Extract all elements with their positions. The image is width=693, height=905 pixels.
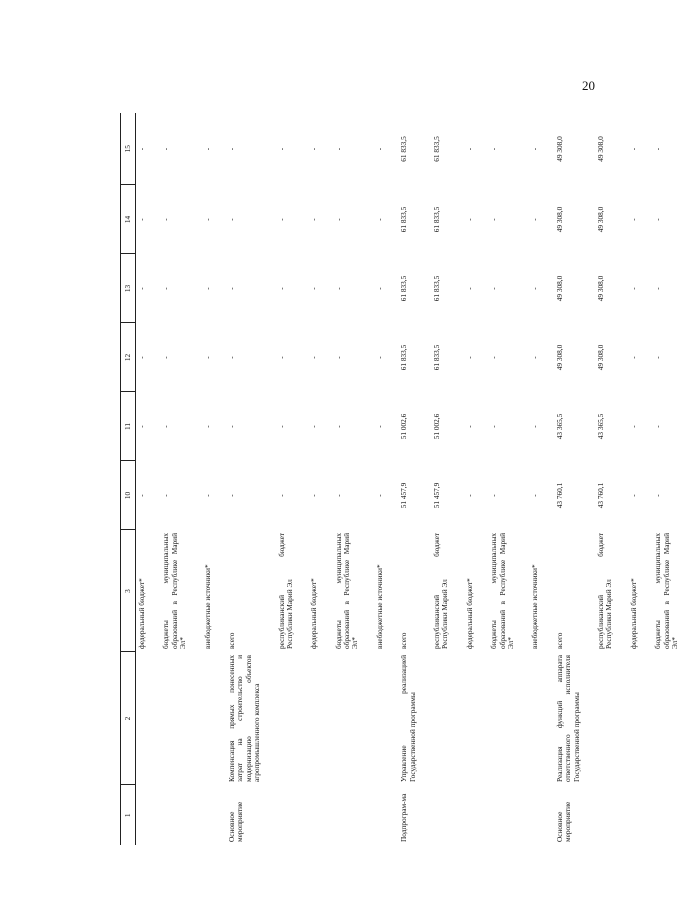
value-cell: - xyxy=(374,494,384,497)
value-cell: 61 833,5 xyxy=(432,206,442,233)
value-cell: 61 833,5 xyxy=(399,344,409,371)
row-type-cell xyxy=(595,785,628,845)
value-cell: - xyxy=(202,494,212,497)
value-cell: 43 760,1 xyxy=(595,482,605,509)
column-header-11: 11 xyxy=(121,392,136,461)
table-row xyxy=(398,113,431,845)
column-header-10: 10 xyxy=(121,461,136,530)
value-cell: - xyxy=(161,356,171,359)
value-cell: 49 308,0 xyxy=(595,275,605,302)
rotated-table-container xyxy=(120,113,679,845)
row-type-cell xyxy=(628,785,652,845)
header-row xyxy=(121,113,136,845)
row-type-cell xyxy=(488,785,529,845)
value-cell: 61 833,5 xyxy=(432,136,442,162)
value-cell: - xyxy=(276,494,286,497)
value-cell: 61 833,5 xyxy=(399,136,409,162)
value-cell: - xyxy=(628,287,638,290)
row-name-cell: Реализация функций аппарата ответственного исполнителя Государственной программы xyxy=(554,655,581,782)
value-cell: - xyxy=(530,147,540,151)
table-row xyxy=(464,113,488,845)
row-name-cell xyxy=(529,652,553,785)
value-cell: - xyxy=(489,356,499,359)
value-cell: - xyxy=(333,218,343,221)
row-type-cell xyxy=(308,785,332,845)
value-cell: - xyxy=(202,356,212,359)
value-cell: - xyxy=(489,287,499,290)
value-cell: 51 002,6 xyxy=(432,413,442,440)
value-cell: - xyxy=(226,494,236,497)
row-name-cell xyxy=(431,652,464,785)
row-name-cell xyxy=(333,652,374,785)
value-cell: - xyxy=(333,147,343,151)
table-row xyxy=(276,113,309,845)
row-type-cell: Подпрограм-ма xyxy=(399,793,409,842)
column-header-14: 14 xyxy=(121,185,136,254)
value-cell: - xyxy=(309,425,319,428)
table-row xyxy=(374,113,398,845)
value-cell: 49 308,0 xyxy=(595,344,605,371)
value-cell: 61 833,5 xyxy=(399,206,409,233)
table-row xyxy=(308,113,332,845)
value-cell: - xyxy=(276,147,286,151)
funding-source-cell: бюджеты муниципальных образований в Республике Марий Эл* xyxy=(333,533,360,649)
value-cell: - xyxy=(137,425,146,428)
row-name-cell xyxy=(308,652,332,785)
value-cell: - xyxy=(309,356,319,359)
row-type-cell: Основное мероприятие xyxy=(554,801,573,842)
value-cell: - xyxy=(530,218,540,221)
column-header-15: 15 xyxy=(121,113,136,185)
value-cell: - xyxy=(309,287,319,290)
row-name-cell xyxy=(464,652,488,785)
value-cell: - xyxy=(374,356,384,359)
value-cell: - xyxy=(309,494,319,497)
row-name-cell xyxy=(374,652,398,785)
value-cell: - xyxy=(653,147,663,151)
row-type-cell xyxy=(652,785,693,845)
value-cell: - xyxy=(161,287,171,290)
value-cell: 49 308,0 xyxy=(595,206,605,233)
value-cell: - xyxy=(489,147,499,151)
value-cell: - xyxy=(489,425,499,428)
value-cell: - xyxy=(653,287,663,290)
value-cell: - xyxy=(464,356,474,359)
value-cell: 43 760,1 xyxy=(554,482,564,509)
funding-source-cell: республиканский бюджет Республики Марий Эл xyxy=(432,533,450,649)
funding-source-cell: бюджеты муниципальных образований в Республике Марий Эл* xyxy=(653,533,679,649)
value-cell: - xyxy=(226,147,236,151)
value-cell: - xyxy=(530,494,540,497)
table-row xyxy=(595,113,628,845)
row-name-cell xyxy=(276,652,309,785)
row-name-cell xyxy=(488,652,529,785)
funding-source-cell: внебюджетные источники* xyxy=(374,564,384,649)
value-cell: - xyxy=(374,425,384,428)
value-cell: - xyxy=(333,494,343,497)
funding-source-cell: федеральный бюджет* xyxy=(137,578,146,649)
value-cell: - xyxy=(489,218,499,221)
value-cell: - xyxy=(530,287,540,290)
funding-source-cell: всего xyxy=(554,632,564,649)
value-cell: - xyxy=(137,494,146,497)
value-cell: - xyxy=(137,356,146,359)
value-cell: - xyxy=(226,425,236,428)
value-cell: - xyxy=(628,494,638,497)
row-type-cell xyxy=(333,785,374,845)
value-cell: 49 308,0 xyxy=(554,275,564,302)
table-row xyxy=(652,113,693,845)
row-name-cell: Управление реализацией Государственной программы xyxy=(399,655,417,782)
row-name-cell xyxy=(595,652,628,785)
funding-source-cell: всего xyxy=(399,632,409,649)
column-header-3: 3 xyxy=(121,530,136,652)
value-cell: 49 308,0 xyxy=(554,344,564,371)
value-cell: - xyxy=(374,218,384,221)
value-cell: - xyxy=(226,356,236,359)
value-cell: - xyxy=(161,218,171,221)
table-row xyxy=(202,113,226,845)
value-cell: 51 002,6 xyxy=(399,413,409,440)
value-cell: - xyxy=(161,494,171,497)
value-cell: - xyxy=(653,494,663,497)
funding-source-cell: республиканский бюджет Республики Марий Эл xyxy=(276,533,294,649)
table-row xyxy=(431,113,464,845)
value-cell: - xyxy=(530,356,540,359)
value-cell: - xyxy=(276,287,286,290)
value-cell: 51 457,9 xyxy=(432,482,442,509)
value-cell: - xyxy=(202,218,212,221)
funding-source-cell: внебюджетные источники* xyxy=(530,564,540,649)
value-cell: - xyxy=(464,218,474,221)
row-name-cell: Компенсация прямых понесенных затрат на строительство и модернизацию объектов агропромышленного комплекса xyxy=(226,655,262,782)
value-cell: - xyxy=(374,287,384,290)
row-type-cell xyxy=(464,785,488,845)
value-cell: 43 365,5 xyxy=(554,413,564,440)
table-row xyxy=(554,113,595,845)
value-cell: - xyxy=(333,356,343,359)
row-name-cell xyxy=(160,652,201,785)
value-cell: - xyxy=(464,287,474,290)
table-row xyxy=(226,113,276,845)
value-cell: - xyxy=(276,218,286,221)
value-cell: - xyxy=(202,147,212,151)
value-cell: 49 308,0 xyxy=(554,206,564,233)
row-type-cell xyxy=(136,785,161,845)
value-cell: - xyxy=(276,425,286,428)
value-cell: 61 833,5 xyxy=(432,275,442,302)
table-row xyxy=(628,113,652,845)
funding-source-cell: всего xyxy=(226,632,236,649)
value-cell: - xyxy=(374,147,384,151)
column-header-13: 13 xyxy=(121,254,136,323)
funding-source-cell: федеральный бюджет* xyxy=(464,578,474,649)
column-header-1: 1 xyxy=(121,785,136,845)
funding-source-cell: республиканский бюджет Республики Марий Эл xyxy=(595,533,614,649)
row-type-cell xyxy=(160,785,201,845)
value-cell: - xyxy=(309,147,319,151)
value-cell: - xyxy=(628,218,638,221)
value-cell: - xyxy=(653,218,663,221)
funding-source-cell: бюджеты муниципальных образований в Республике Марий Эл* xyxy=(161,533,188,649)
value-cell: - xyxy=(628,147,638,151)
value-cell: - xyxy=(464,147,474,151)
value-cell: - xyxy=(276,356,286,359)
value-cell: - xyxy=(333,425,343,428)
funding-source-cell: федеральный бюджет* xyxy=(309,578,319,649)
value-cell: - xyxy=(137,287,146,290)
row-type-cell xyxy=(202,785,226,845)
value-cell: - xyxy=(653,425,663,428)
value-cell: 51 457,9 xyxy=(399,482,409,509)
value-cell: - xyxy=(530,425,540,428)
row-type-cell xyxy=(431,785,464,845)
funding-source-cell: федеральный бюджет* xyxy=(628,578,638,649)
row-type-cell: Основное мероприятие xyxy=(226,801,245,842)
value-cell: - xyxy=(628,425,638,428)
value-cell: - xyxy=(226,218,236,221)
value-cell: - xyxy=(202,287,212,290)
table-row xyxy=(529,113,553,845)
table-row xyxy=(136,113,161,845)
value-cell: 49 308,0 xyxy=(554,136,564,162)
table-row xyxy=(160,113,201,845)
column-header-2: 2 xyxy=(121,652,136,785)
row-name-cell xyxy=(628,652,652,785)
row-name-cell xyxy=(136,652,161,785)
value-cell: - xyxy=(226,287,236,290)
value-cell: - xyxy=(628,356,638,359)
table-header xyxy=(121,113,136,845)
table-row xyxy=(333,113,374,845)
value-cell: - xyxy=(202,425,212,428)
row-name-cell xyxy=(652,652,693,785)
row-type-cell xyxy=(374,785,398,845)
value-cell: - xyxy=(464,425,474,428)
value-cell: - xyxy=(137,147,146,151)
value-cell: 43 365,5 xyxy=(595,413,605,440)
value-cell: - xyxy=(161,425,171,428)
column-header-12: 12 xyxy=(121,323,136,392)
row-type-cell xyxy=(276,785,309,845)
table-body xyxy=(136,113,693,845)
table-row xyxy=(488,113,529,845)
value-cell: - xyxy=(137,218,146,221)
value-cell: 61 833,5 xyxy=(399,275,409,302)
value-cell: - xyxy=(333,287,343,290)
value-cell: - xyxy=(161,147,171,151)
value-cell: - xyxy=(489,494,499,497)
financing-table xyxy=(120,113,693,845)
row-name-cell xyxy=(202,652,226,785)
funding-source-cell: бюджеты муниципальных образований в Республике Марий Эл* xyxy=(489,533,515,649)
funding-source-cell: внебюджетные источники* xyxy=(202,564,212,649)
value-cell: 61 833,5 xyxy=(432,344,442,371)
page-number: 20 xyxy=(582,78,595,93)
value-cell: 49 308,0 xyxy=(595,136,605,162)
value-cell: - xyxy=(309,218,319,221)
value-cell: - xyxy=(653,356,663,359)
value-cell: - xyxy=(464,494,474,497)
row-type-cell xyxy=(529,785,553,845)
